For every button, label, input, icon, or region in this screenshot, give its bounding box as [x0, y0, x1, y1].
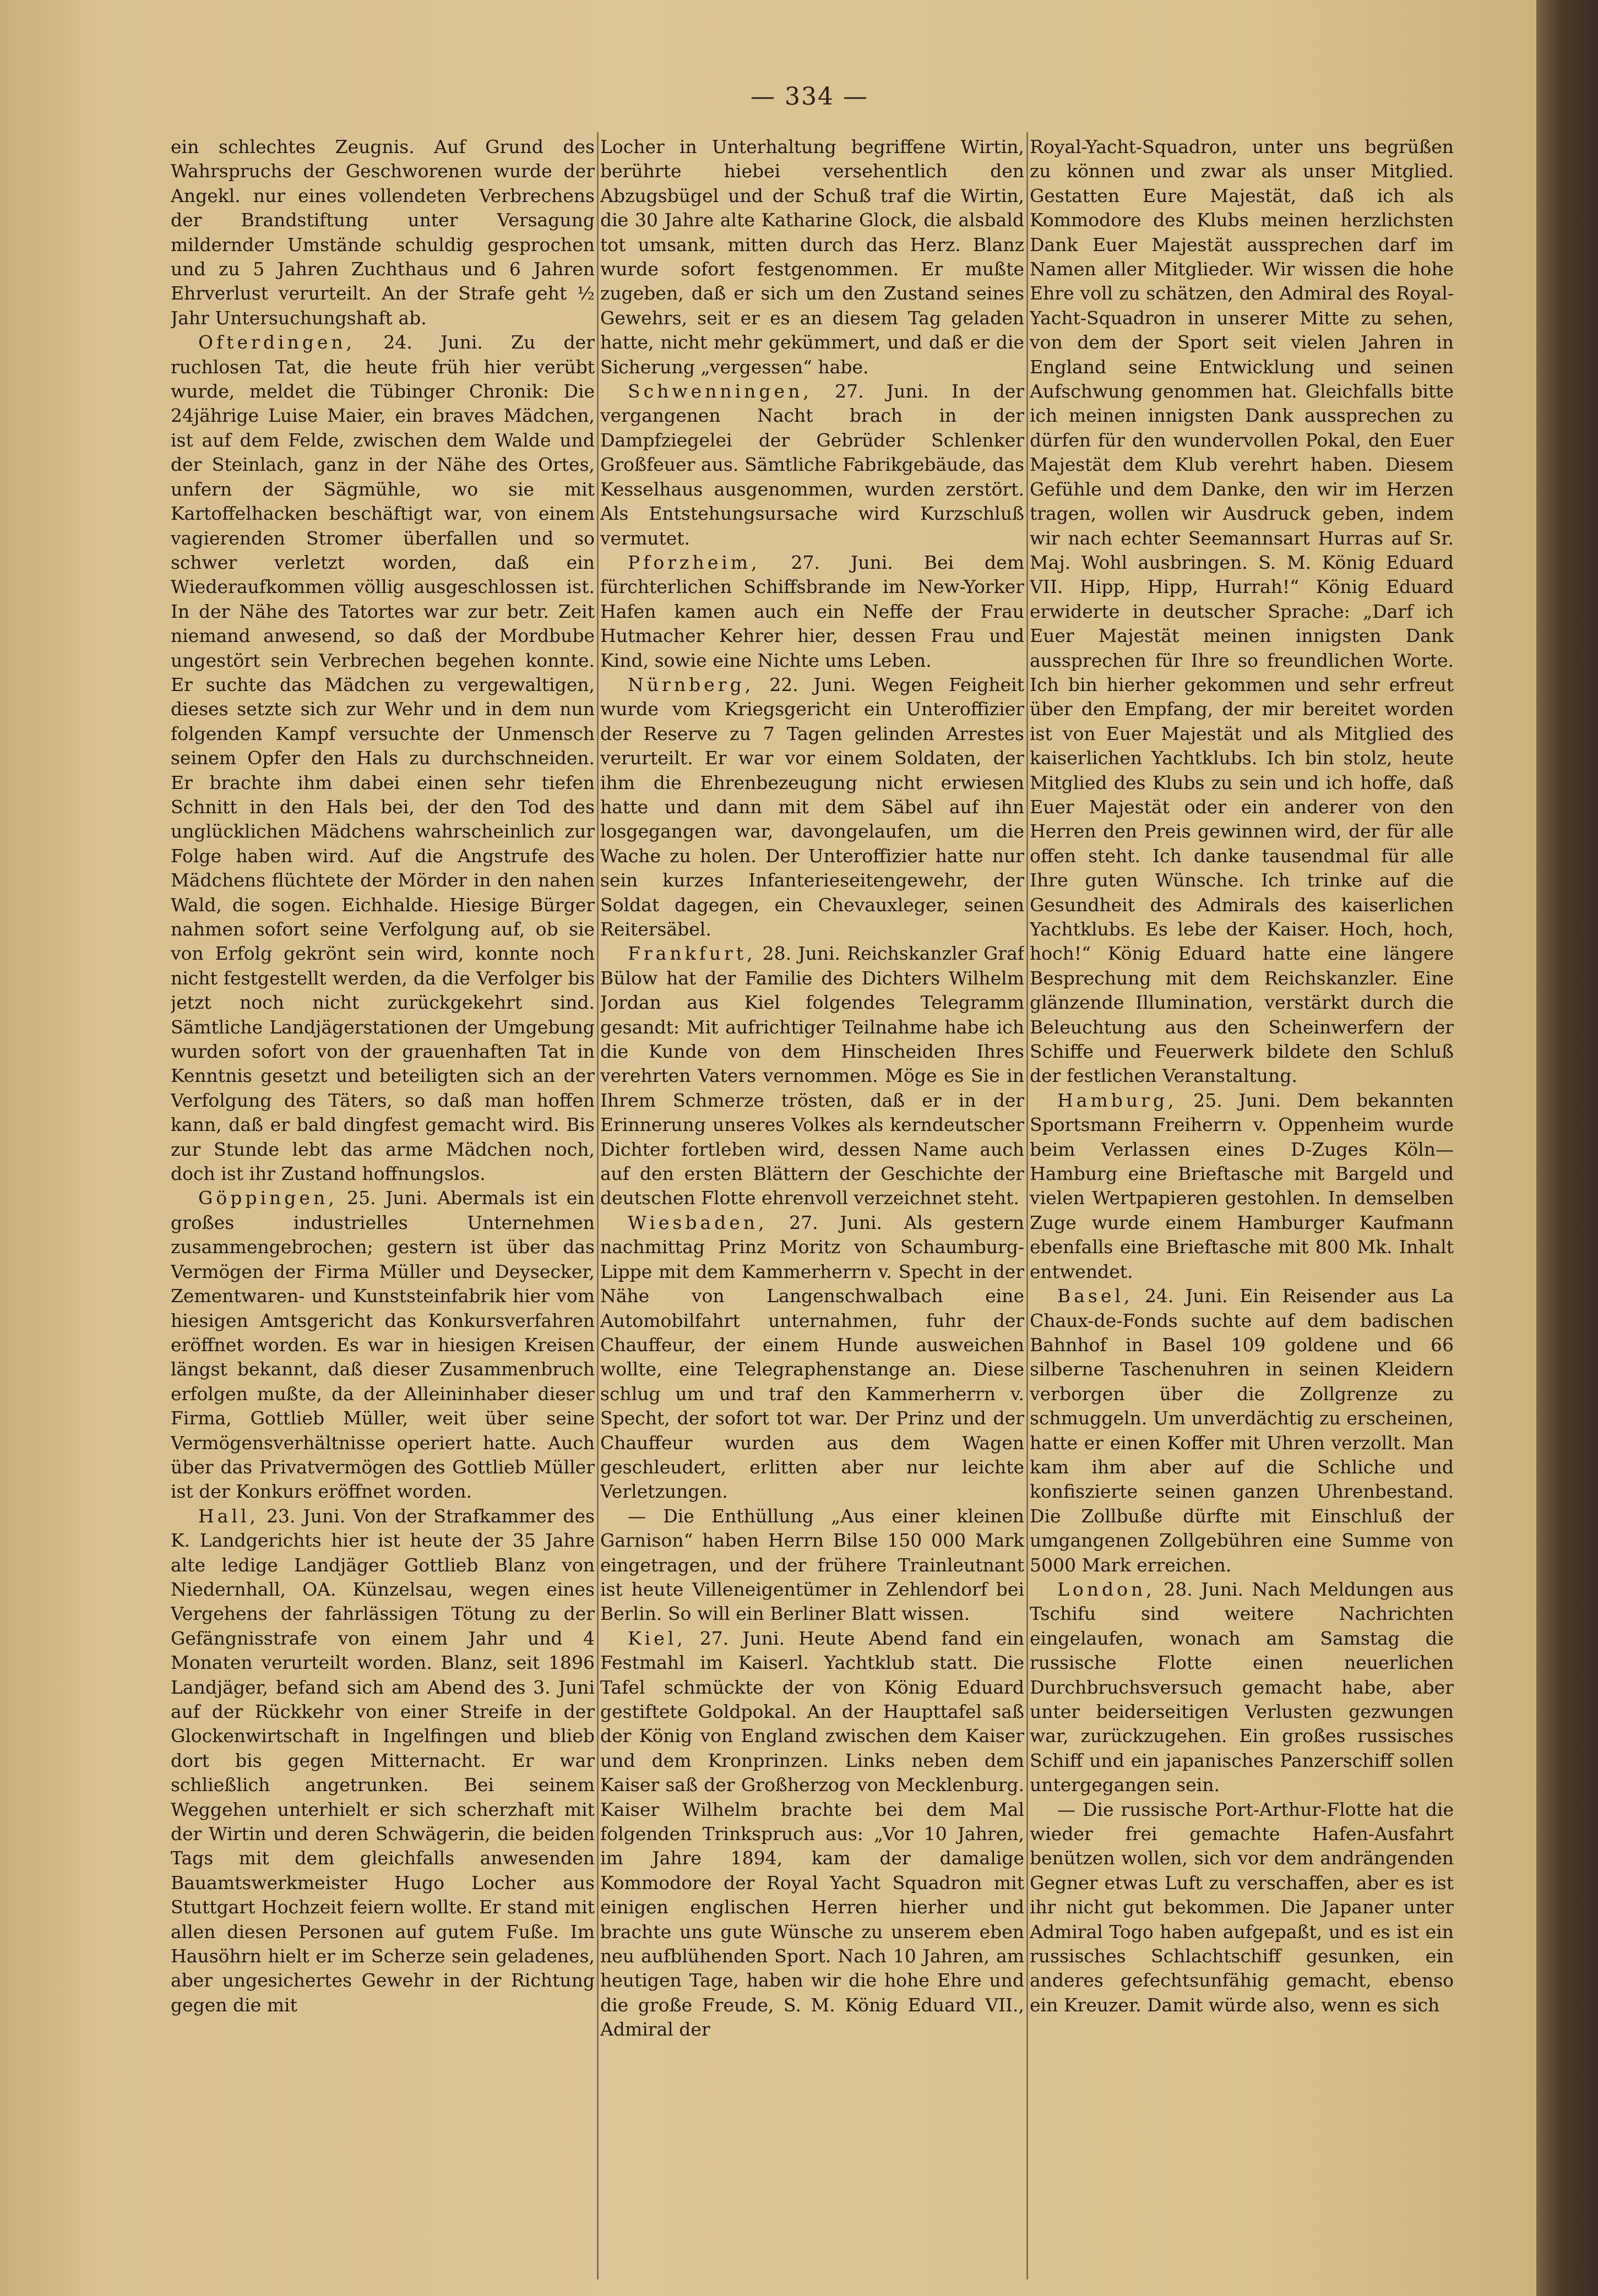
article-nuernberg: Nürnberg, 22. Juni. Wegen Feigheit wurde vom Kriegsgericht ein Unteroffizier der Reserve zu 7 Tagen gelinden Arrestes verurteilt. Er war vor einem Soldaten, der ihm die Ehrenbezeugung nicht erwiesen hatte und dann mit dem Säbel auf ihn losgegangen war, davongelaufen, um die Wache zu holen. Der Unteroffizier hatte nur sein kurzes Infanterieseitengewehr, der Soldat dagegen, ein Chevauxleger, seinen Reitersäbel. — [600, 673, 1024, 940]
article-goeppingen: Göppingen, 25. Juni. Abermals ist ein großes industrielles Unternehmen zusammengebrochen; gestern ist über das Vermögen der Firma Müller und Deysecker, Zementwaren- und Kunststeinfabrik hier vom hiesigen Amtsgericht das Konkursverfahren eröffnet worden. Es war in hiesigen Kreisen längst bekannt, daß dieser Zusammenbruch erfolgen mußte, da der Alleininhaber dieser Firma, Gottlieb Müller, weit über seine Vermögensverhältnisse operiert hatte. Auch über das Privatvermögen des Gottlieb Müller ist der Konkurs eröffnet worden. — [171, 1187, 595, 1503]
article-basel: Basel, 24. Juni. Ein Reisender aus La Chaux-de-Fonds suchte auf dem badischen Bahnhof in Basel 109 goldene und 66 silberne Taschenuhren in seinen Kleidern verborgen über die Zollgrenze zu schmuggeln. Um unverdächtig zu erscheinen, hatte er einen Koffer mit Uhren verzollt. Man kam ihm aber auf die Schliche und konfiszierte seinen ganzen Uhrenbestand. Die Zollbuße dürfte mit Einschluß der umgangenen Zollgebühren eine Summe von 5000 Mark erreichen. — [1030, 1285, 1454, 1576]
article-pforzheim: Pforzheim, 27. Juni. Bei dem fürchterlichen Schiffsbrande im New-Yorker Hafen kamen auch ein Neffe der Frau Hutmacher Kehrer hier, dessen Frau und Kind, sowie eine Nichte ums Leben. — [600, 551, 1024, 671]
article-continuation: ein schlechtes Zeugnis. Auf Grund des Wahrspruchs der Geschworenen wurde der Angekl. nur eines vollendeten Verbrechens der Brandstiftung unter Versagung mildernder Umstände schuldig gesprochen und zu 5 Jahren Zuchthaus und 6 Jahren Ehrverlust verurteilt. An der Strafe geht ½ Jahr Untersuchungshaft ab. — [171, 136, 595, 329]
article-frankfurt: Frankfurt, 28. Juni. Reichskanzler Graf Bülow hat der Familie des Dichters Wilhelm Jordan aus Kiel folgendes Telegramm gesandt: Mit aufrichtiger Teilnahme habe ich die Kunde von dem Hinscheiden Ihres verehrten Vaters vernommen. Möge es Sie in Ihrem Schmerze trösten, daß er in der Erinnerung unseres Volkes als kerndeutscher Dichter fortleben wird, dessen Name auch auf den ersten Blättern der Geschichte der deutschen Flotte ehrenvoll verzeichnet steht. — [600, 943, 1024, 1209]
article-continuation: Royal-Yacht-Squadron, unter uns begrüßen zu können und zwar als unser Mitglied. Gestatten Eure Majestät, daß ich als Kommodore des Klubs meinen herzlichsten Dank Euer Majestät aussprechen darf im Namen aller Mitglieder. Wir wissen die hohe Ehre voll zu schätzen, den Admiral des Royal-Yacht-Squadron in unserer Mitte zu sehen, von dem der Sport seit vielen Jahren in England seine Entwicklung und seinen Aufschwung genommen hat. Gleichfalls bitte ich meinen innigsten Dank aussprechen zu dürfen für den wundervollen Pokal, den Euer Majestät dem Klub verehrt haben. Diesem Gefühle und dem Danke, den wir im Herzen tragen, wollen wir Ausdruck geben, indem wir nach echter Seemannsart Hurras auf Sr. Maj. Wohl ausbringen. S. M. König Eduard VII. Hipp, Hipp, Hurrah!“ König Eduard erwiderte in deutscher Sprache: „Darf ich Euer Majestät meinen innigsten Dank aussprechen für Ihre so freundlichen Worte. Ich bin hierher gekommen und sehr erfreut über den Empfang, der mir bereitet worden ist von Euer Majestät und als Mitglied des kaiserlichen Yachtklubs. Ich bin stolz, heute Mitglied des Klubs zu sein und ich hoffe, daß Euer Majestät oder ein anderer von den Herren den Preis gewinnen wird, der für alle offen steht. Ich danke tausendmal für alle Ihre guten Wünsche. Ich trinke auf die Gesundheit des Admirals des kaiserlichen Yachtklubs. Es lebe der Kaiser. Hoch, hoch, hoch!“ König Eduard hatte eine längere Besprechung mit dem Reichskanzler. Eine glänzende Illumination, verstärkt durch die Beleuchtung aus den Scheinwerfern der Schiffe und Feuerwerk bildete den Schluß der festlichen Veranstaltung. — [1030, 136, 1454, 1087]
article-london: London, 28. Juni. Nach Meldungen aus Tschifu sind weitere Nachrichten eingelaufen, wonach am Samstag die russische Flotte einen neuerlichen Durchbruchsversuch gemacht habe, aber unter beiderseitigen Verlusten gezwungen war, zurückzugehen. Ein großes russisches Schiff und ein japanisches Panzerschiff sollen untergegangen sein. — [1030, 1578, 1454, 1796]
article-port-arthur: — Die russische Port-Arthur-Flotte hat die wieder frei gemachte Hafen-Ausfahrt benützen wollen, sich vor dem andrängenden Gegner etwas Luft zu verschaffen, aber es ist ihr nicht gut bekommen. Die Japaner unter Admiral Togo haben aufgepaßt, und es ist ein russisches Schlachtschiff gesunken, ein anderes gefechtsunfähig gemacht, ebenso ein Kreuzer. Damit würde also, wenn es sich — [1030, 1798, 1454, 2016]
binding-edge — [1536, 0, 1598, 2296]
article-schwenningen: Schwenningen, 27. Juni. In der vergangenen Nacht brach in der Dampfziegelei der Gebrüder Schlenker Großfeuer aus. Sämtliche Fabrikgebäude, das Kesselhaus ausgenommen, wurden zerstört. Als Entstehungsursache wird Kurzschluß vermutet. — [600, 380, 1024, 549]
article-wiesbaden: Wiesbaden, 27. Juni. Als gestern nachmittag Prinz Moritz von Schaumburg-Lippe mit dem Kammerherrn v. Specht in der Nähe von Langenschwalbach eine Automobilfahrt unternahmen, fuhr der Chauffeur, der einem Hunde ausweichen wollte, eine Telegraphenstange an. Diese schlug um und traf den Kammerherrn v. Specht, der sofort tot war. Der Prinz und der Chauffeur wurden aus dem Wagen geschleudert, erlitten aber nur leichte Verletzungen. — [600, 1211, 1024, 1503]
column-1 — [171, 135, 595, 2277]
column-3 — [1030, 135, 1454, 2277]
article-continuation: Locher in Unterhaltung begriffene Wirtin, berührte hiebei versehentlich den Abzugsbügel und der Schuß traf die Wirtin, die 30 Jahre alte Katharine Glock, die alsbald tot umsank, mitten durch das Herz. Blanz wurde sofort festgenommen. Er mußte zugeben, daß er sich um den Zustand seines Gewehrs, seit er es an diesem Tag geladen hatte, nicht mehr gekümmert, und daß er die Sicherung „vergessen“ habe. — [600, 136, 1024, 378]
column-2 — [600, 135, 1024, 2277]
article-hamburg: Hamburg, 25. Juni. Dem bekannten Sportsmann Freiherrn v. Oppenheim wurde beim Verlassen eines D-Zuges Köln—Hamburg eine Brieftasche mit Bargeld und vielen Wertpapieren gestohlen. In demselben Zuge wurde einem Hamburger Kaufmann ebenfalls eine Brieftasche mit 800 Mk. Inhalt entwendet. — [1030, 1089, 1454, 1282]
page-number: — 334 — — [751, 83, 868, 111]
column-divider — [1026, 132, 1028, 2279]
column-divider — [597, 132, 599, 2279]
article-kiel: Kiel, 27. Juni. Heute Abend fand ein Festmahl im Kaiserl. Yachtklub statt. Die Tafel schmückte der von König Eduard gestiftete Goldpokal. An der Haupttafel saß der König von England zwischen dem Kaiser und dem Kronprinzen. Links neben dem Kaiser saß der Großherzog von Mecklenburg. Kaiser Wilhelm brachte bei dem Mal folgenden Trinkspruch aus: „Vor 10 Jahren, im Jahre 1894, kam der damalige Kommodore der Royal Yacht Squadron mit einigen englischen Herren hierher und brachte uns gute Wünsche zu unserem eben neu aufblühenden Sport. Nach 10 Jahren, am heutigen Tage, haben wir die hohe Ehre und die große Freude, S. M. König Eduard VII., Admiral der — [600, 1627, 1024, 2041]
article-ofterdingen: Ofterdingen, 24. Juni. Zu der ruchlosen Tat, die heute früh hier verübt wurde, meldet die Tübinger Chronik: Die 24jährige Luise Maier, ein braves Mädchen, ist auf dem Felde, zwischen dem Walde und der Steinlach, ganz in der Nähe des Ortes, unfern der Sägmühle, wo sie mit Kartoffelhacken beschäftigt war, von einem vagierenden Stromer überfallen und so schwer verletzt worden, daß ein Wiederaufkommen völlig ausgeschlossen ist. In der Nähe des Tatortes war zur betr. Zeit niemand anwesend, so daß der Mordbube ungestört sein Verbrechen begehen konnte. Er suchte das Mädchen zu vergewaltigen, dieses setzte sich zur Wehr und in dem nun folgenden Kampf versuchte der Unmensch seinem Opfer den Hals zu durchschneiden. Er brachte ihm dabei einen sehr tiefen Schnitt in den Hals bei, der den Tod des unglücklichen Mädchens wahrscheinlich zur Folge haben wird. Auf die Angstrufe des Mädchens flüchtete der Mörder in den nahen Wald, die sogen. Eichhalde. Hiesige Bürger nahmen sofort seine Verfolgung auf, ob sie von Erfolg gekrönt sein wird, konnte noch nicht festgestellt werden, da die Verfolger bis jetzt noch nicht zurückgekehrt sind. Sämtliche Landjägerstationen der Umgebung wurden sofort von der grauenhaften Tat in Kenntnis gesetzt und beteiligten sich an der Verfolgung des Täters, so daß man hoffen kann, daß er bald dingfest gemacht wird. Bis zur Stunde lebt das arme Mädchen noch, doch ist ihr Zustand hoffnungslos. — [171, 331, 595, 1185]
article-bilse: — Die Enthüllung „Aus einer kleinen Garnison“ haben Herrn Bilse 150 000 Mark eingetragen, und der frühere Trainleutnant ist heute Villeneigentümer in Zehlendorf bei Berlin. So will ein Berliner Blatt wissen. — [600, 1505, 1024, 1625]
article-hall: Hall, 23. Juni. Von der Strafkammer des K. Landgerichts hier ist heute der 35 Jahre alte ledige Landjäger Gottlieb Blanz von Niedernhall, OA. Künzelsau, wegen eines Vergehens der fahrlässigen Tötung zu der Gefängnisstrafe von einem Jahr und 4 Monaten verurteilt worden. Blanz, seit 1896 Landjäger, befand sich am Abend des 3. Juni auf der Rückkehr von einer Streife in der Glockenwirtschaft in Ingelfingen und blieb dort bis gegen Mitternacht. Er war schließlich angetrunken. Bei seinem Weggehen unterhielt er sich scherzhaft mit der Wirtin und deren Schwägerin, die beiden Tags mit dem gleichfalls anwesenden Bauamtswerkmeister Hugo Locher aus Stuttgart Hochzeit feiern wollte. Er stand mit allen diesen Personen auf gutem Fuße. Im Hausöhrn hielt er im Scherze sein geladenes, aber ungesichertes Gewehr in der Richtung gegen die mit — [171, 1505, 595, 2016]
